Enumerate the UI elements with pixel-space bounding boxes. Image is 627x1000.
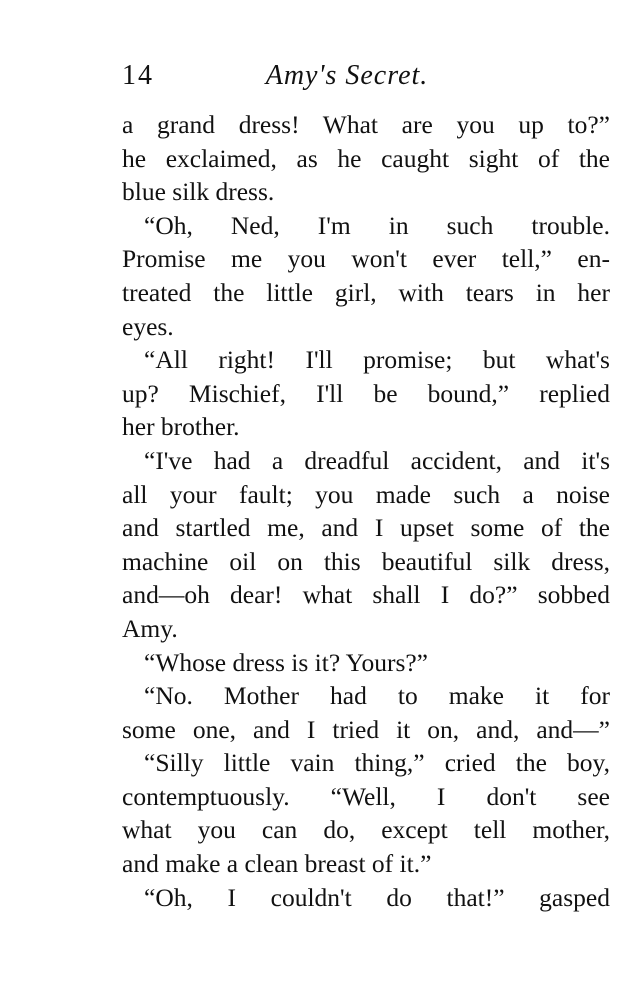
text-line: he exclaimed, as he caught sight of the: [122, 143, 610, 173]
text-line: her brother.: [122, 412, 240, 442]
text-line: a grand dress! What are you up to?”: [122, 110, 610, 139]
page-header: [122, 60, 612, 100]
running-title: Amy's Secret.: [265, 60, 429, 91]
text-line: what you can do, except tell mother,: [122, 815, 610, 845]
text-line: “Whose dress is it? Yours?”: [144, 647, 428, 677]
text-line: eyes.: [122, 311, 174, 341]
text-line: “Oh, I couldn't do that!” gasped: [144, 882, 610, 912]
text-line: “Oh, Ned, I'm in such trouble.: [144, 210, 610, 240]
text-line: and make a clean breast of it.”: [122, 849, 432, 879]
text-line: contemptuously. “Well, I don't see: [122, 781, 610, 811]
text-line: machine oil on this beautiful silk dress,: [122, 546, 610, 576]
page-number: 14: [122, 60, 154, 91]
text-line: and—oh dear! what shall I do?” sobbed: [122, 580, 610, 610]
text-line: blue silk dress.: [122, 177, 275, 207]
text-line: “All right! I'll promise; but what's: [144, 345, 610, 375]
text-line: all your fault; you made such a noise: [122, 479, 610, 509]
text-line: up? Mischief, I'll be bound,” replied: [122, 378, 610, 408]
text-line: Promise me you won't ever tell,” en-: [122, 244, 610, 274]
text-line: “No. Mother had to make it for: [144, 681, 610, 711]
text-line: “I've had a dreadful accident, and it's: [144, 445, 610, 475]
text-line: treated the little girl, with tears in her: [122, 277, 610, 307]
body-text: [122, 108, 610, 914]
text-line: “Silly little vain thing,” cried the boy,: [144, 748, 610, 778]
text-line: Amy.: [122, 613, 178, 643]
text-line: some one, and I tried it on, and, and—”: [122, 714, 610, 744]
text-line: and startled me, and I upset some of the: [122, 513, 610, 543]
